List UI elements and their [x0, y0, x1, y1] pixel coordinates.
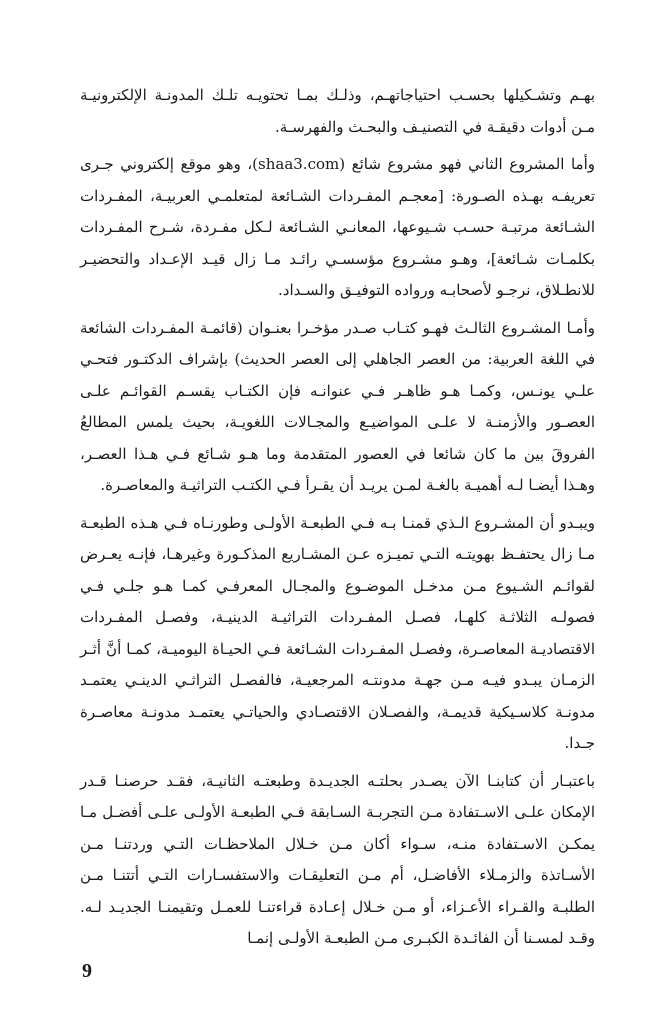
paragraph-3: وأمـا المشـروع الثالـث فهـو كتـاب صـدر مؤخـرا بعنـوان (قائمـة المفـردات الشائعة في اللغة العربية: من العصر الجاهلي إلى العصر الحديث) بإشراف الدكتـور فتحـي علـي يونـس، وكمـا هـو ظاهـر فـي عنوانـه فإن الكتـاب يقسـم القوائـم علـى العصـور والأزمنـة لا علـى المواضيـع والمجـالات اللغويـة، بحيث يلمس المطالعُ الفروقَ بين ما كان شائعا في العصور المتقدمة وما هـو شـائع فـي هـذا العصـر، وهـذا أيضـا لـه أهميـة بالغـة لمـن يريـد أن يقـرأ فـي الكتـب التراثيـة والمعاصـرة. — [80, 318, 595, 494]
paragraph-1: بهـم وتشـكيلها بحسـب احتياجاتهـم، وذلـك بمـا تحتويـه تلـك المدونـة الإلكترونيـة مـن أدوات دقيقـة في التصنيـف والبحـث والفهرسـة. — [80, 86, 595, 136]
paragraph-5: باعتبـار أن كتابنـا الآن يصـدر بحلتـه الجديـدة وطبعتـه الثانيـة، فقـد حرصنـا قـدر الإمكان علـى الاسـتفادة مـن التجربـة السـابقة فـي الطبعـة الأولـى علـى أفضـل مـا يمكـن الاسـتفادة منـه، سـواء أكان مـن خـلال الملاحظـات التـي وردتنـا مـن الأسـاتذة والزمـلاء الأفاضـل، أم مـن التعليقـات والاستفسـارات التـي أتتنـا مـن الطلبـة والقـراء الأعـزاء، أو مـن خـلال إعـادة قراءتنـا للعمـل وتقيمنـا الجديـد لـه. وقـد لمسـنا أن الفائـدة الكبـرى مـن الطبعـة الأولـى إنمـا — [80, 771, 595, 947]
page-number: 9 — [82, 960, 92, 982]
paragraph-2: وأما المشروع الثاني فهو مشروع شائع (shaa3.com)، وهو موقع إلكتروني جـرى تعريفـه بهـذه الصـورة: [معجـم المفـردات الشـائعة لمتعلمـي العربيـة، المفـردات الشـائعة مرتبـة حسـب شـيوعها، المعانـي الشـائعة لـكل مفـردة، شـرح المفـردات بكلمـات شـائعة]، وهـو مشـروع مؤسسـي رائـد مـا زال قيـد الإعـداد والتحضيـر للانطـلاق، نرجـو لأصحابـه ورواده التوفيـق والسـداد. — [80, 155, 595, 299]
body-text — [80, 80, 595, 961]
paragraph-4: ويبـدو أن المشـروع الـذي قمنـا بـه فـي الطبعـة الأولـى وطورنـاه فـي هـذه الطبعـة مـا زال يحتفـظ بهويتـه التـي تميـزه عـن المشـاريع المذكـورة وغيرهـا، فإنـه يعـرض لقوائـم الشـيوع مـن مدخـل الموضـوع والمجـال المعرفـي كمـا هـو جلـي فـي فصولـه الثلاثـة كلهـا، فصـل المفـردات التراثيـة الدينيـة، وفصـل المفـردات الاقتصاديـة المعاصـرة، وفصـل المفـردات الشـائعة فـي الحيـاة اليوميـة، كمـا أنَّ أثـر الزمـان يبـدو فيـه مـن جهـة مدونتـه المرجعيـة، فالفصـل التراثـي الدينـي يعتمـد مدونـة كلاسـيكية قديمـة، والفصـلان الاقتصـادي والحياتـي يعتمـد مدونـة معاصـرة جـدا. — [80, 513, 595, 752]
